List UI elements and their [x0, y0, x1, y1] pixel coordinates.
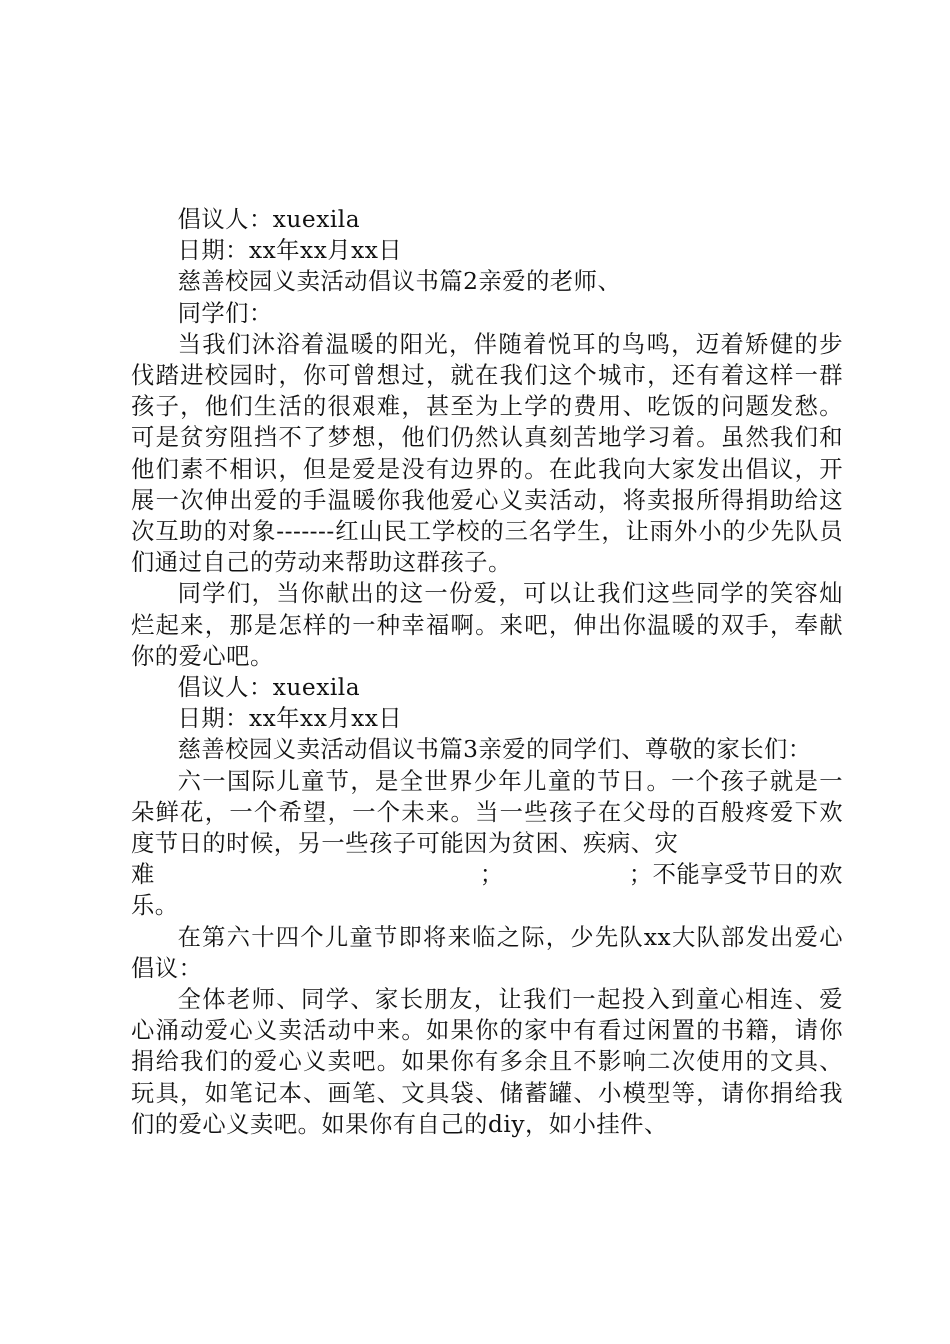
document-body [131, 204, 843, 1140]
gap-text: ；不能享受节日的欢 [628, 861, 843, 889]
section-heading: 慈善校园义卖活动倡议书篇2亲爱的老师、 [177, 268, 622, 296]
body-paragraph-end: 乐。 [131, 892, 179, 920]
proposer-line: 倡议人：xuexila [177, 674, 361, 702]
body-paragraph: 全体老师、同学、家长朋友，让我们一起投入到童心相连、爱心涌动爱心义卖活动中来。如果你的家中有看过闲置的书籍，请你捐给我们的爱心义卖吧。如果你有多余且不影响二次使用的文具、玩具，如笔记本、画笔、文具袋、储蓄罐、小模型等，请你捐给我们的爱心义卖吧。如果你有自己的diy，如小挂件、 [131, 986, 843, 1138]
salutation: 同学们： [177, 299, 273, 327]
gap-text: ； [479, 861, 504, 889]
section-heading: 慈善校园义卖活动倡议书篇3亲爱的同学们、尊敬的家长们： [177, 736, 812, 764]
proposer-line: 倡议人：xuexila [177, 206, 361, 233]
body-paragraph: 在第六十四个儿童节即将来临之际，少先队xx大队部发出爱心倡议： [131, 923, 843, 982]
gap-text: 难 [131, 861, 155, 889]
body-paragraph: 六一国际儿童节，是全世界少年儿童的节日。一个孩子就是一朵鲜花，一个希望，一个未来。当一些孩子在父母的百般疼爱下欢度节日的时候，另一些孩子可能因为贫困、疾病、灾 [131, 767, 843, 858]
body-paragraph: 当我们沐浴着温暖的阳光，伴随着悦耳的鸟鸣，迈着矫健的步伐踏进校园时，你可曾想过，就在我们这个城市，还有着这样一群孩子，他们生活的很艰难，甚至为上学的费用、吃饭的问题发愁。可是贫穷阻挡不了梦想，他们仍然认真刻苦地学习着。虽然我们和他们素不相识，但是爱是没有边界的。在此我向大家发出倡议，开展一次伸出爱的手温暖你我他爱心义卖活动，将卖报所得捐助给这次互助的对象-------红山民工学校的三名学生，让雨外小的少先队员们通过自己的劳动来帮助这群孩子。 [131, 330, 843, 577]
date-line: 日期：xx年xx月xx日 [177, 705, 403, 733]
date-line: 日期：xx年xx月xx日 [177, 237, 403, 265]
body-paragraph: 同学们，当你献出的这一份爱，可以让我们这些同学的笑容灿烂起来，那是怎样的一种幸福啊。来吧，伸出你温暖的双手，奉献你的爱心吧。 [131, 580, 843, 670]
body-paragraph-gap-line [131, 859, 843, 890]
